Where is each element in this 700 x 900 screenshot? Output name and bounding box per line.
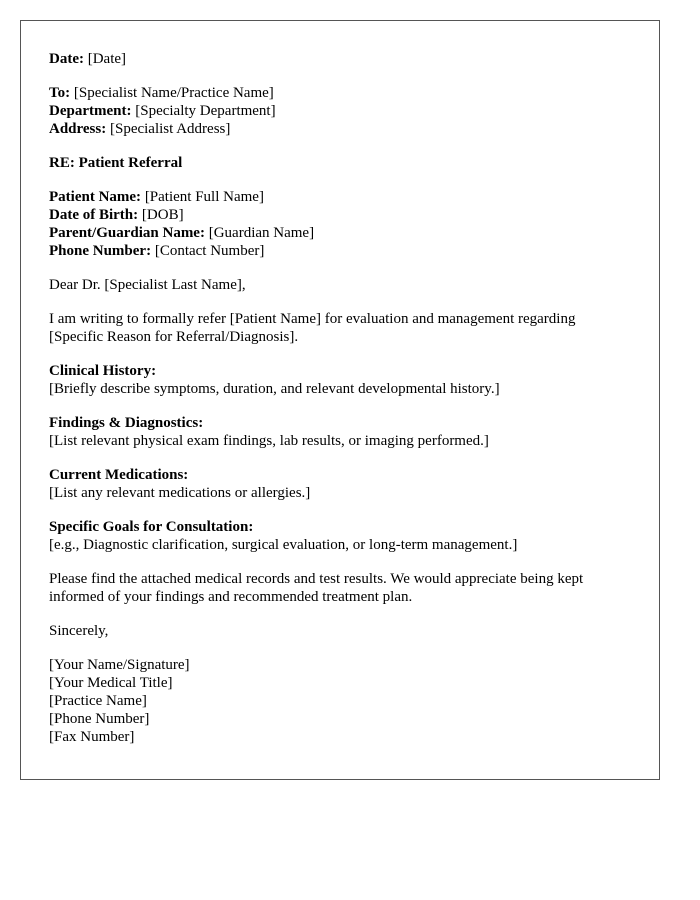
signature-fax: [Fax Number] xyxy=(49,729,135,745)
patient-name-value: [Patient Full Name] xyxy=(144,189,264,205)
subject-line: RE: Patient Referral xyxy=(49,155,183,171)
patient-name-line xyxy=(49,188,631,206)
recipient-block xyxy=(49,84,631,138)
guardian-value: [Guardian Name] xyxy=(208,225,315,241)
closing-text: Please find the attached medical records and test results. We would appreciate being kept informed of your findings and recommended treatment plan. xyxy=(49,571,584,605)
subject-block xyxy=(49,154,631,172)
signature-phone: [Phone Number] xyxy=(49,711,150,727)
department-label: Department: xyxy=(49,103,132,119)
date-label: Date: xyxy=(49,51,84,67)
dob-label: Date of Birth: xyxy=(49,207,139,223)
clinical-history-section xyxy=(49,362,631,398)
signature-block xyxy=(49,656,631,746)
date-block xyxy=(49,50,631,68)
signature-practice: [Practice Name] xyxy=(49,693,147,709)
section-body: [e.g., Diagnostic clarification, surgical evaluation, or long-term management.] xyxy=(49,537,518,553)
signature-name: [Your Name/Signature] xyxy=(49,657,190,673)
address-line xyxy=(49,120,631,138)
salutation: Dear Dr. [Specialist Last Name], xyxy=(49,277,246,293)
address-value: [Specialist Address] xyxy=(109,121,231,137)
section-body: [List relevant physical exam findings, lab results, or imaging performed.] xyxy=(49,433,489,449)
dob-value: [DOB] xyxy=(141,207,184,223)
department-line xyxy=(49,102,631,120)
date-line xyxy=(49,50,631,68)
phone-line xyxy=(49,242,631,260)
patient-name-label: Patient Name: xyxy=(49,189,142,205)
intro-paragraph xyxy=(49,310,631,346)
department-value: [Specialty Department] xyxy=(135,103,276,119)
dob-line xyxy=(49,206,631,224)
findings-section xyxy=(49,414,631,450)
section-heading: Findings & Diagnostics: xyxy=(49,415,204,431)
intro-text: I am writing to formally refer [Patient Name] for evaluation and management regarding [Specific Reason for Referral/Diagnosis]. xyxy=(49,311,576,345)
to-value: [Specialist Name/Practice Name] xyxy=(73,85,274,101)
section-body: [List any relevant medications or allergies.] xyxy=(49,485,311,501)
date-value: [Date] xyxy=(87,51,127,67)
medications-section xyxy=(49,466,631,502)
signature-title: [Your Medical Title] xyxy=(49,675,173,691)
sign-off-block xyxy=(49,622,631,640)
guardian-label: Parent/Guardian Name: xyxy=(49,225,205,241)
section-body: [Briefly describe symptoms, duration, and relevant developmental history.] xyxy=(49,381,500,397)
goals-section xyxy=(49,518,631,554)
sign-off: Sincerely, xyxy=(49,623,109,639)
phone-value: [Contact Number] xyxy=(154,243,265,259)
phone-label: Phone Number: xyxy=(49,243,152,259)
patient-info-block xyxy=(49,188,631,260)
referral-letter xyxy=(20,20,660,780)
address-label: Address: xyxy=(49,121,107,137)
salutation-block xyxy=(49,276,631,294)
section-heading: Clinical History: xyxy=(49,363,157,379)
section-heading: Current Medications: xyxy=(49,467,189,483)
closing-paragraph xyxy=(49,570,631,606)
to-label: To: xyxy=(49,85,71,101)
to-line xyxy=(49,84,631,102)
section-heading: Specific Goals for Consultation: xyxy=(49,519,254,535)
guardian-line xyxy=(49,224,631,242)
